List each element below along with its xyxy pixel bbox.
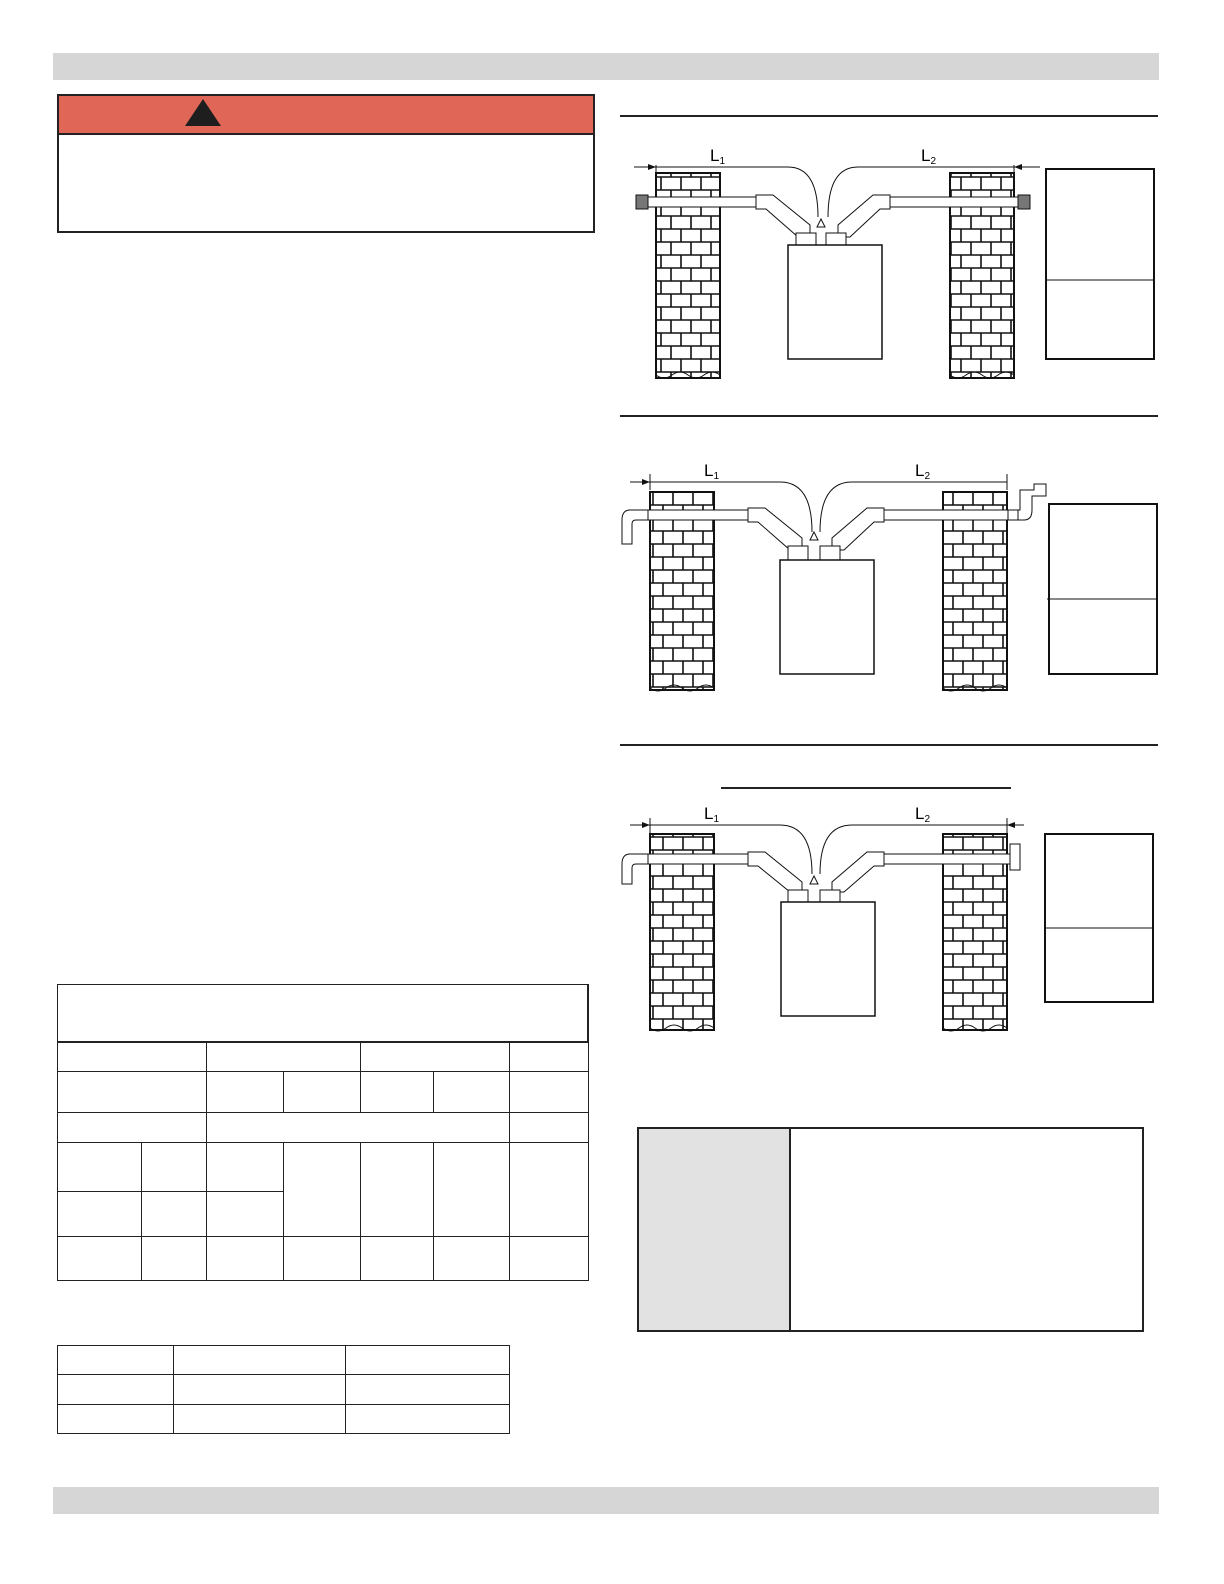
- label-l1: L1: [704, 804, 720, 825]
- table-cell: [346, 1375, 510, 1405]
- note-label-column: [639, 1129, 791, 1330]
- label-l2-sub: 2: [924, 814, 931, 825]
- table-row: [58, 1346, 510, 1375]
- section-divider-1: [620, 115, 1158, 117]
- label-l1-sub: 1: [719, 156, 726, 167]
- table-row: [58, 1405, 510, 1434]
- section-divider-2: [620, 415, 1158, 417]
- label-l1-sub: 1: [713, 814, 720, 825]
- table-cell: [510, 1143, 589, 1237]
- table-cell: [361, 1072, 434, 1113]
- table-row: [58, 1143, 589, 1192]
- table-cell: [207, 1072, 284, 1113]
- table-cell: [346, 1346, 510, 1375]
- table-cell: [284, 1237, 361, 1281]
- table-row: [58, 1072, 589, 1113]
- table-cell: [58, 1043, 207, 1072]
- label-l1: L1: [704, 461, 720, 482]
- table-cell: [510, 1072, 589, 1113]
- table-cell: [207, 1192, 284, 1237]
- small-table: [57, 1345, 510, 1434]
- table-cell: [434, 1143, 510, 1237]
- table-cell: [174, 1375, 346, 1405]
- vent-diagram-1: [628, 125, 1168, 387]
- table-cell: [284, 1072, 361, 1113]
- page-footer-bar: [53, 1487, 1159, 1514]
- table-1-title: [57, 984, 589, 1042]
- table-cell: [142, 1192, 207, 1237]
- table-cell: [207, 1113, 510, 1143]
- table-cell: [207, 1237, 284, 1281]
- table-cell: [58, 1143, 142, 1192]
- warning-triangle-icon: [185, 99, 221, 126]
- table-cell: [361, 1143, 434, 1237]
- label-l1-sub: 1: [713, 471, 720, 482]
- label-l2: L2: [915, 461, 931, 482]
- table-cell: [207, 1143, 284, 1192]
- table-cell: [346, 1405, 510, 1434]
- table-row: [58, 1113, 589, 1143]
- label-l2-sub: 2: [930, 156, 937, 167]
- table-row: [58, 1043, 589, 1072]
- label-l1: L1: [710, 146, 726, 167]
- vent-diagram-2: [620, 440, 1160, 702]
- table-cell: [58, 1405, 174, 1434]
- table-cell: [510, 1113, 589, 1143]
- note-box: [637, 1127, 1144, 1332]
- table-cell: [284, 1143, 361, 1237]
- vent-diagram-3: [620, 798, 1160, 1038]
- table-cell: [361, 1237, 434, 1281]
- table-cell: [510, 1237, 589, 1281]
- table-cell: [207, 1043, 361, 1072]
- warning-box: [57, 94, 595, 233]
- label-l2: L2: [921, 146, 937, 167]
- warning-header: [59, 96, 593, 135]
- note-content: [791, 1129, 1142, 1330]
- table-cell: [58, 1192, 142, 1237]
- table-row: [58, 1375, 510, 1405]
- table-cell: [58, 1237, 142, 1281]
- section-divider-3: [620, 744, 1158, 746]
- vent-length-table: [57, 1042, 589, 1281]
- table-cell: [142, 1237, 207, 1281]
- table-cell: [434, 1072, 510, 1113]
- table-cell: [58, 1113, 207, 1143]
- table-cell: [58, 1072, 207, 1113]
- figure-caption-underline: [721, 787, 1011, 789]
- label-l2: L2: [915, 804, 931, 825]
- table-row: [58, 1237, 589, 1281]
- table-cell: [434, 1237, 510, 1281]
- table-cell: [58, 1346, 174, 1375]
- table-cell: [361, 1043, 510, 1072]
- table-cell: [58, 1375, 174, 1405]
- label-l2-sub: 2: [924, 471, 931, 482]
- table-cell: [174, 1405, 346, 1434]
- table-cell: [510, 1043, 589, 1072]
- page-header-bar: [53, 53, 1159, 80]
- table-cell: [142, 1143, 207, 1192]
- table-cell: [174, 1346, 346, 1375]
